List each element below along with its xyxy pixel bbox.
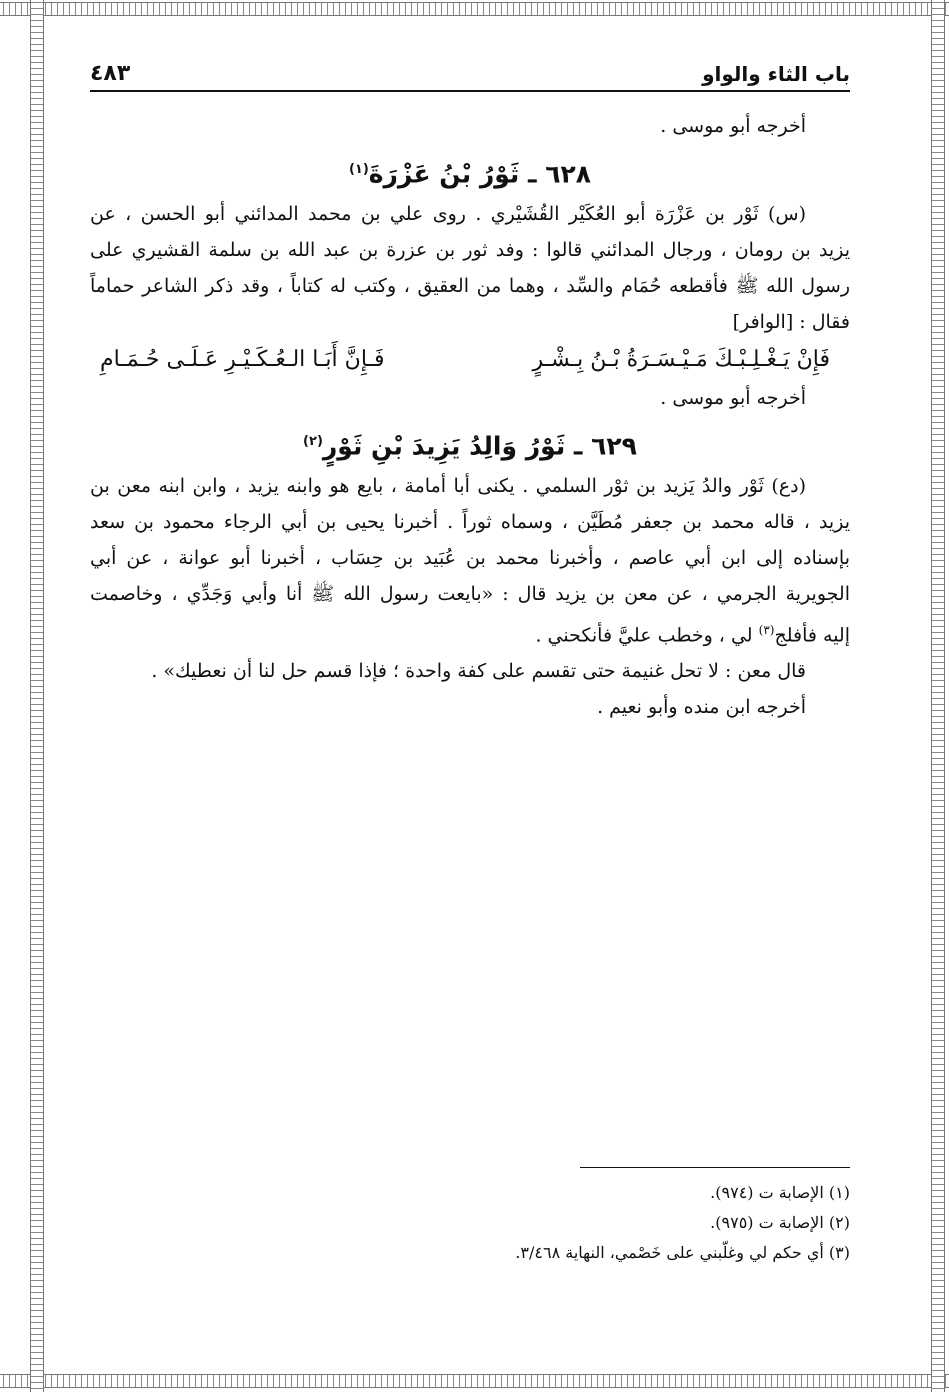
entry-heading-text: ٦٢٨ ـ ثَوْرُ بْنُ عَزْرَةَ [368, 159, 592, 189]
entry-heading-629 [90, 416, 850, 468]
footnote-ref: (٢) [303, 434, 323, 449]
poetry-verse [90, 340, 850, 380]
entry-heading-628 [90, 144, 850, 196]
paragraph-line: الجويرية الجرمي ، عن معن بن يزيد قال : «بايعت رسول الله ﷺ أنا وأبي وَجَدِّي ، وخاصمت [90, 583, 850, 605]
left-decorative-border [30, 0, 44, 1392]
top-decorative-border [0, 2, 949, 16]
line-text: إليه فأفلج [774, 624, 850, 647]
paragraph-line: أخرجه أبو موسى . [660, 387, 806, 409]
paragraph-line: (دع) ثَوْر والدُ يَزيد بن ثوْر السلمي . يكنى أبا أمامة ، بايع هو وابنه يزيد ، وابن ابنه معن بن [90, 475, 806, 497]
running-header [90, 52, 850, 92]
line-text: لي ، وخطب عليَّ فأنكحني . [535, 624, 753, 647]
entry-heading-text: ٦٢٩ ـ ثَوْرُ وَالِدُ يَزِيدَ بْنِ ثَوْرٍ [322, 431, 637, 461]
main-text [90, 108, 850, 725]
paragraph-line: رسول الله ﷺ فأقطعه حُمَام والسِّد ، وهما من العقيق ، وكتب له كتاباً ، وقد ذكر الشاعر حماماً [90, 275, 850, 297]
footnotes [90, 1178, 850, 1268]
verse-second-hemistich: فَـإِنَّ أَبَـا الـعُـكَـيْـرِ عَـلَـى حُـمَـامِ [100, 347, 385, 372]
verse-first-hemistich: فَإِنْ يَـغْـلِـبْـكَ مَـيْـسَـرَةُ بْـنُ بِـشْـرٍ [532, 347, 830, 372]
footnote-1: (١) الإصابة ت (٩٧٤). [710, 1183, 850, 1202]
paragraph-line: يزيد بن رومان ، ورجال المدائني قالوا : وفد ثور بن عزرة بن عبد الله بن سلمة القشيري على [90, 239, 850, 261]
paragraph-line: (س) ثَوْر بن عَزْرَة أبو العُكَيْر القُشَيْري . روى علي بن محمد المدائني أبو الحسن ، عن [90, 203, 806, 225]
footnote-2: (٢) الإصابة ت (٩٧٥). [710, 1213, 850, 1232]
footnote-divider [580, 1167, 850, 1168]
footnote-3: (٣) أي حكم لي وغلّبني على خَصْمي، النهاية ٣/٤٦٨. [515, 1243, 850, 1262]
paragraph-line: أخرجه أبو موسى . [660, 115, 806, 137]
paragraph-line: قال معن : لا تحل غنيمة حتى تقسم على كفة واحدة ؛ فإذا قسم حل لنا أن نعطيك» . [151, 660, 806, 683]
footnote-ref: (١) [348, 162, 369, 177]
paragraph-line: أخرجه ابن منده وأبو نعيم . [597, 696, 806, 719]
paragraph-line: فقال : [الوافر] [732, 311, 850, 333]
paragraph-line: بإسناده إلى ابن أبي عاصم ، وأخبرنا محمد بن عُبَيد بن حِسَاب ، أخبرنا أبو عوانة ، عن أبي [90, 547, 850, 569]
page-number: ٤٨٣ [90, 61, 131, 86]
bottom-decorative-border [0, 1374, 949, 1388]
footnote-ref: (٣) [758, 623, 775, 637]
paragraph-line [90, 612, 850, 653]
paragraph-line: يزيد ، قاله محمد بن جعفر مُطَيَّن ، وسماه ثوراً . أخبرنا يحيى بن أبي الرجاء محمود بن سعد [90, 511, 850, 533]
right-decorative-border [931, 0, 945, 1392]
chapter-title: باب الثاء والواو [702, 62, 850, 86]
